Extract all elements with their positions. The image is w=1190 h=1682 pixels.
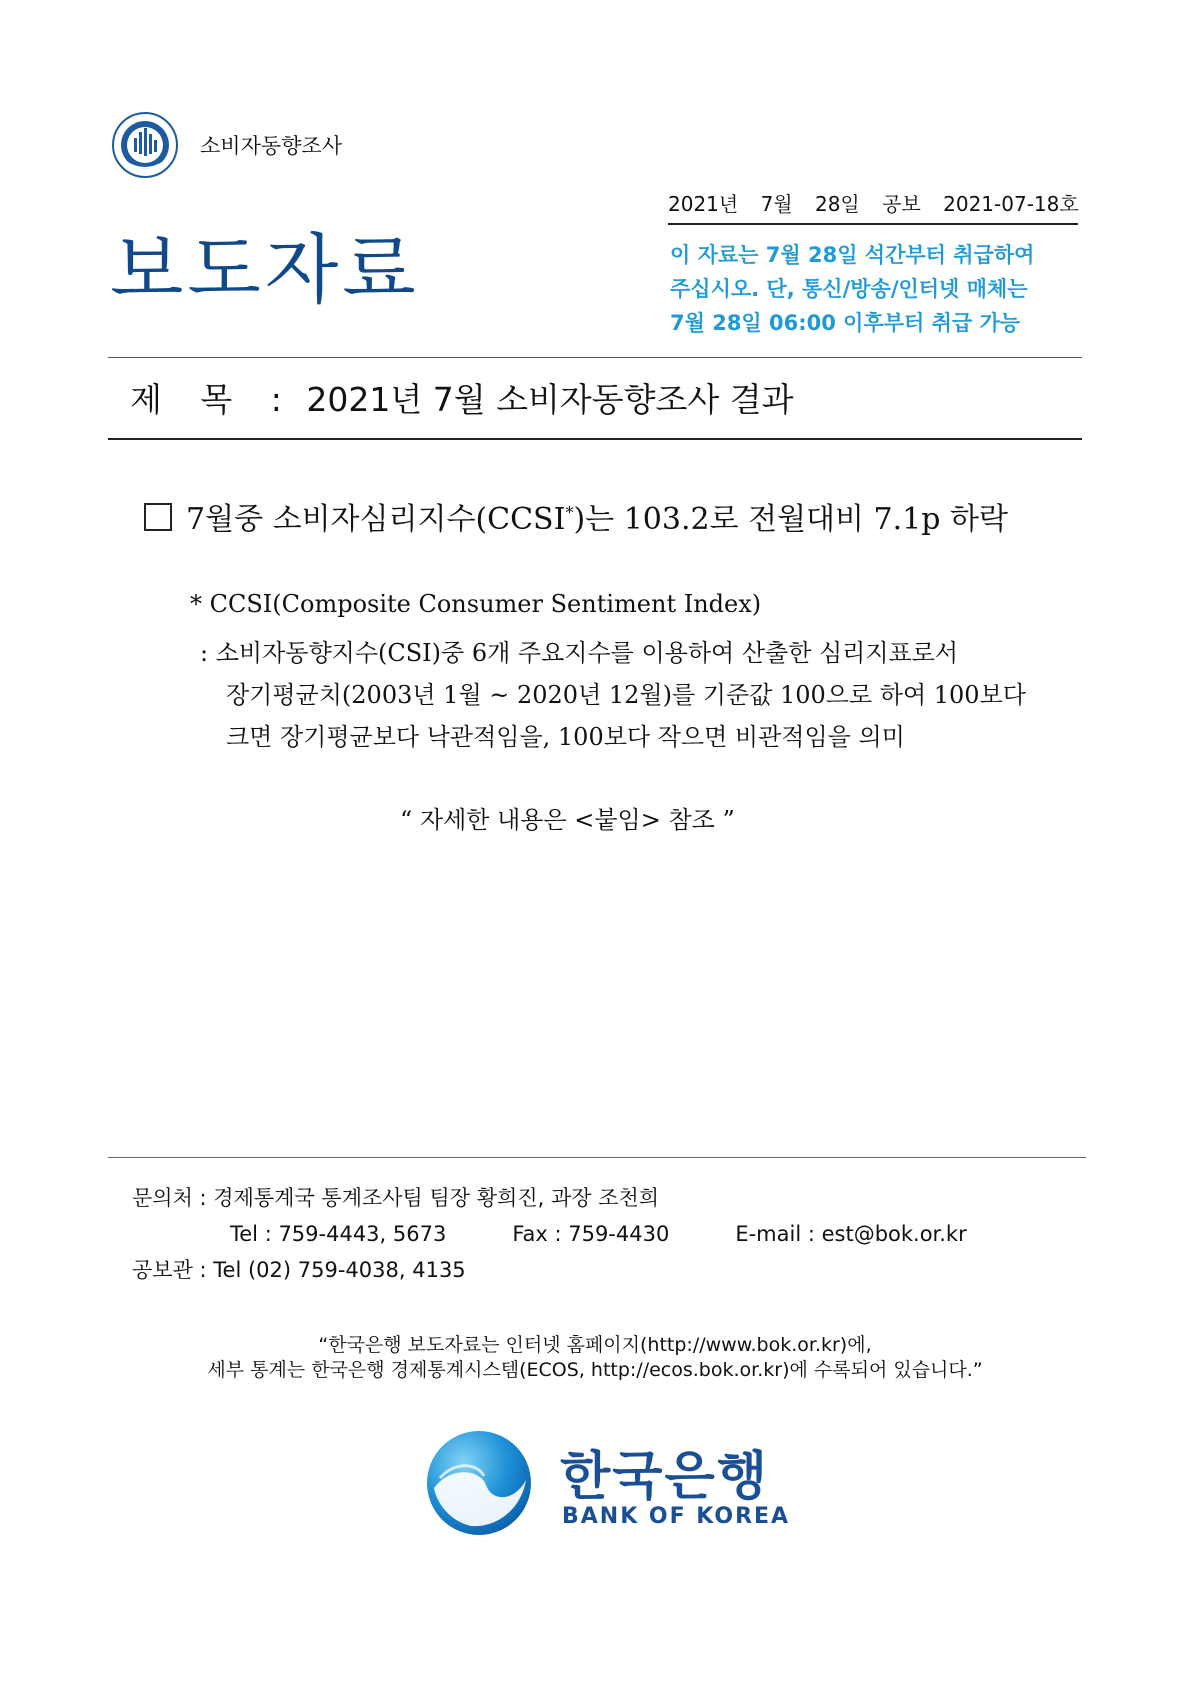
headline-text-post: )는 103.2로 전월대비 7.1p 하락	[573, 502, 1008, 537]
inquiry-text: 경제통계국 통계조사팀 팀장 황희진, 과장 조천희	[213, 1186, 660, 1210]
subject-separator: :	[270, 380, 282, 419]
contact-block	[132, 1180, 967, 1288]
footnote-line: 크면 장기평균보다 낙관적임을, 100보다 작으면 비관적임을 의미	[226, 723, 905, 751]
release-date-line	[668, 188, 1078, 225]
bank-name-korean: 한국은행	[560, 1447, 769, 1507]
pr-tel: Tel (02) 759-4038, 4135	[213, 1258, 466, 1282]
inquiry-label: 문의처 :	[132, 1186, 207, 1210]
embargo-line: 이 자료는 7월 28일 석간부터 취급하여	[670, 243, 1035, 267]
footnote-line: 장기평균치(2003년 1월 ~ 2020년 12월)를 기준값 100으로 하여 100보다	[226, 681, 1026, 709]
fax-number: Fax : 759-4430	[512, 1222, 670, 1246]
bank-of-korea-emblem-icon	[426, 1430, 532, 1536]
embargo-line: 7월 28일 06:00 이후부터 취급 가능	[670, 311, 1021, 335]
statistics-label: 소비자동향조사	[200, 134, 343, 158]
embargo-line: 주십시오. 단, 통신/방송/인터넷 매체는	[670, 277, 1028, 301]
headline-text-pre: 7월중 소비자심리지수(CCSI	[186, 502, 566, 537]
footnote-line: : 소비자동향지수(CSI)중 6개 주요지수를 이용하여 산출한 심리지표로서	[200, 639, 959, 667]
divider	[108, 438, 1082, 440]
divider	[108, 1157, 1086, 1158]
release-number: 2021-07-18호	[943, 192, 1079, 216]
checkbox-square-icon	[144, 503, 172, 531]
headline	[144, 494, 1008, 538]
embargo-notice	[670, 238, 1034, 340]
bank-name-english: BANK OF KOREA	[562, 1504, 791, 1529]
footnote-title: * CCSI(Composite Consumer Sentiment Index)	[190, 590, 762, 618]
divider	[108, 357, 1082, 358]
press-release-title: 보도자료	[110, 225, 420, 314]
subject-text: 2021년 7월 소비자동향조사 결과	[306, 380, 794, 419]
tel-number: Tel : 759-4443, 5673	[230, 1222, 447, 1246]
korea-statistics-emblem-icon	[112, 112, 178, 178]
notice-line: 세부 통계는 한국은행 경제통계시스템(ECOS, http://ecos.bok.or.kr)에 수록되어 있습니다.”	[207, 1359, 983, 1381]
date-year: 2021년	[668, 192, 739, 216]
release-type: 공보	[882, 192, 921, 216]
headline-footnote-mark: *	[565, 503, 574, 522]
website-notice	[0, 1333, 1190, 1383]
inquiry-row	[132, 1180, 967, 1216]
subject-label: 제 목	[130, 380, 247, 419]
date-day: 28일	[814, 192, 860, 216]
footnote-body	[200, 632, 1026, 758]
email-address[interactable]: E-mail : est@bok.or.kr	[735, 1222, 967, 1246]
detail-reference-note: “ 자세한 내용은 <붙임> 참조 ”	[400, 806, 735, 834]
pr-label: 공보관 :	[132, 1258, 207, 1282]
contact-numbers-row	[132, 1216, 967, 1252]
notice-line: “한국은행 보도자료는 인터넷 홈페이지(http://www.bok.or.kr)에,	[318, 1334, 872, 1356]
subject-line	[130, 374, 793, 421]
date-month: 7월	[760, 192, 793, 216]
pr-row	[132, 1252, 967, 1288]
